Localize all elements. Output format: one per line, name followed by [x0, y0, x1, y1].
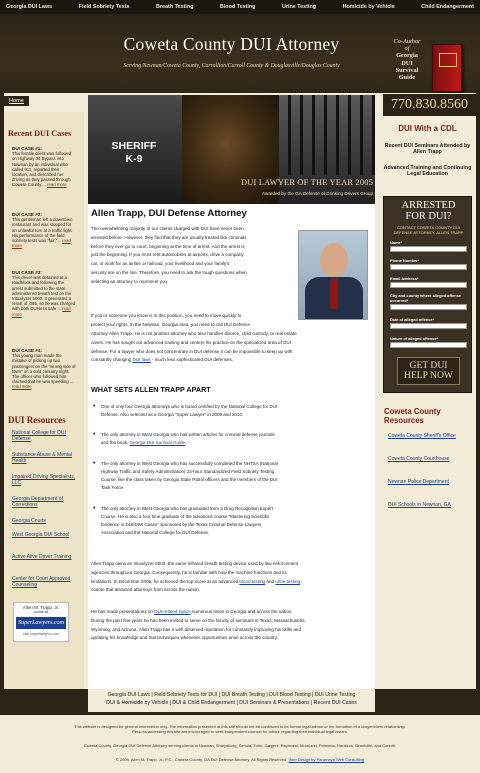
nav-field-sobriety-tests[interactable]: Field Sobriety Tests [78, 4, 130, 10]
home-link[interactable]: Home [4, 96, 29, 106]
book-cover-image[interactable] [432, 44, 462, 92]
nature-label: Nature of alleged offense* [390, 336, 438, 341]
seminars-link[interactable]: Recent DUI Seminars Attended by Allen Trapp [384, 143, 471, 156]
dui-resources-heading: DUI Resources [8, 415, 66, 425]
super-lawyers-badge[interactable]: Allen M. Trapp, Jr. online at SuperLawyers.com visit superlawyers.com [13, 602, 69, 642]
read-more-link[interactable]: read more [47, 182, 67, 188]
attorney-portrait [298, 230, 368, 320]
read-more-link[interactable]: read more [12, 238, 71, 249]
fourth-paragraph: He has made presentations on DUI-related topics numerous times in Georgia and across the nation. During the past few years he has been invited to serve on the faculty of seminars in Texas, Massachusetts, Wyoming, and Arizona. Allen Trapp has a well deserved reputation for constantly improving his skills and updating his knowledge and trial techniques whenever opportunities arise across the country. [91, 609, 306, 641]
footer-nav [88, 689, 375, 712]
resource-link[interactable]: Substance Abuse & Mental Health [12, 452, 73, 465]
resource-link[interactable]: West Georgia DUI School [12, 532, 70, 538]
case-item: DUI CASE #1: This female client was followed on Highway 34 Bypass into Newnan by an individual who called 911, reported their location, and described her driving as they passed through Coweta County.... read more [12, 146, 72, 188]
section-heading: WHAT SETS ALLEN TRAPP APART [91, 385, 211, 394]
resource-link[interactable]: Georgia Department of Corrections [12, 496, 63, 509]
form-subtitle: CONTACT COWETA COUNTY DUI DEFENSE ATTORNEY, ALLEN TRAPP [393, 225, 464, 235]
web-design-link[interactable]: Web Design by Paramaya Web Consulting [288, 756, 365, 762]
copyright: © 2009, Allen M. Trapp, Jr., P.C., Coweta County, GA DUI Defense Attorney. All Rights Reserved. Web Design by Paramaya Web Consulting [115, 756, 365, 762]
courthouse-link[interactable]: Coweta County Courthouse [388, 456, 450, 462]
coauthor-label: Co-Author of Georgia DUI Survival Guide [393, 38, 421, 82]
second-paragraph-bottom: Attorney Allen Trapp. He is not another attorney who also handles divorce, child custody, or real estate cases. He has sought out advanced training and centers his practice on the specialized area of DUI defense. For a lawyer who does not concentrate in DUI defense it can be impossible to keep up with constantly changing DUI laws - much less sophisticated DUI defenses. [91, 331, 297, 363]
blood-testing-link[interactable]: blood testing [239, 578, 266, 584]
submit-button[interactable]: GET DUI HELP NOW [397, 357, 460, 385]
site-header [0, 14, 480, 93]
read-more-link[interactable]: read more [12, 306, 71, 317]
resource-link[interactable]: Georgia Courts [12, 518, 46, 524]
cdl-heading[interactable]: DUI With a CDL [398, 124, 457, 133]
resource-link[interactable]: National College for DUI Defense [12, 430, 66, 443]
award-subtitle: Awarded by the GA Defense of Drinking Drivers Group [262, 191, 373, 196]
top-nav [0, 0, 480, 14]
disclaimer-line-2: Persons accessing this site are encouraged to seek independent counsel for advice regarding their individual legal issues. [132, 729, 348, 735]
dui-laws-link[interactable]: DUI laws [132, 357, 151, 363]
bullet-item: • The only attorney in West Georgia who has written articles for criminal defense journals and the book, Georgia DUI Survival Guide [101, 431, 349, 447]
nature-field[interactable] [390, 342, 467, 348]
site-title[interactable]: Coweta County DUI Attorney [123, 34, 340, 54]
read-more-link[interactable]: read more [12, 384, 32, 390]
urine-testing-link[interactable]: urine testing [275, 578, 301, 584]
case-item: DUI CASE #4: This young man made the mistake of picking up two passengers on the "wrong side of town" on a cold January night. The officer who followed him claimed that he was speeding ... read more [12, 348, 76, 390]
city-county-label: City and county where alleged offense occurred* [390, 293, 461, 303]
intro-paragraph: The overwhelming majority of our clients charged with DUI have never been arrested before. However, they find that they are usually treated like criminals before they ever go to court, beginning at the time of arrest. And the arrest is just the beginning. If you must rent automobiles at airports, drive a company car, or work for an airline or railroad, your livelihood and your family's security are on the line. Therefore, you need to ask the tough questions when selecting an attorney to represent you. [91, 226, 247, 284]
date-label: Date of alleged offense* [390, 317, 435, 322]
nav-child-endangerment[interactable]: Child Endangerment [421, 4, 474, 10]
phone-field[interactable] [390, 264, 467, 270]
sheriff-office-link[interactable]: Coweta County Sheriff's Office [388, 433, 456, 439]
dui-schools-link[interactable]: DUI Schools in Newnan, GA [388, 502, 451, 508]
nav-georgia-dui-laws[interactable]: Georgia DUI Laws [6, 4, 53, 10]
phone-number: 770.830.8560 [383, 94, 476, 116]
email-label: Email Address* [390, 276, 419, 281]
contact-form [383, 196, 472, 393]
footer-nav-line-1[interactable]: Georgia DUI Laws | Field Sobriety Tests for DUI | DUI Breath Testing | DUI Blood Testing | DUI Urine Testing [107, 692, 356, 698]
disclaimer-line-1: This website is designed for general information only. The information presented at this site should not be construed to be formal legal advice or the formation of a lawyer/client relationship. [74, 724, 406, 729]
bullet-item: • The only attorney in West Georgia who has graduated from a Drug Recognition Expert Course. He is also a four time graduate of the advanced course "Mastering Scientific Evidence in DUI/DWI Cases" sponsored by the Texas Criminal Defense Lawyers Association and the National College for DUI Defense. [101, 505, 349, 537]
site-footer [0, 712, 480, 773]
nav-blood-testing[interactable]: Blood Testing [219, 4, 256, 10]
award-title: DUI LAWYER OF THE YEAR 2005 [241, 178, 373, 187]
resource-link[interactable]: Impaired Driving Specialists, LLC [12, 474, 76, 487]
name-field[interactable] [390, 246, 467, 252]
resource-link[interactable]: Center for Court Approved Counseling [12, 576, 71, 589]
phone-label: Phone Number* [390, 258, 420, 263]
site-tagline: Serving Newnan/Coweta County, Carrollton/Carroll County & Douglasville/Douglas County [123, 63, 340, 69]
case-item: DUI CASE #3: This driver was detained at a roadblock and following the arrest submitted to the state administered breath test on the Intoxilyzer 5000. It generated a result of .085, so he was charged with both DUI-less safe ... read more [12, 270, 76, 317]
survival-guide-link[interactable]: Georgia DUI Survival Guide [129, 439, 186, 445]
coweta-resources-heading: Coweta County Resources [384, 407, 441, 425]
date-field[interactable] [390, 323, 467, 329]
nav-breath-testing[interactable]: Breath Testing [156, 4, 194, 10]
super-lawyers-logo: SuperLawyers.com [16, 617, 66, 629]
nav-urine-testing[interactable]: Urine Testing [281, 4, 317, 10]
recent-cases-heading: Recent DUI Cases [8, 129, 72, 138]
service-areas: Coweta County, Georgia DUI Defense Attorney serving clients in Newnan, Sharpsburg, Senoia, Turin, Sargent, Raymond, Moreland, Palmetto, Haralson, Grantville, and Corinth. [83, 743, 397, 749]
city-county-field[interactable] [390, 304, 467, 310]
bullet-item: • One of only four Georgia attorneys who is board certified by the National College for DUI Defense. Also selected as a Georgia "Super Lawyer" in 2009 and 2010. [101, 403, 349, 419]
bullet-item: • The only attorney in West Georgia who has successfully completed the NHTSA (National Highway Traffic and Safety Administration) 24-hour Standardized Field Sobriety Testing Course, like the class taken by Georgia State Patrol officers and the members of the DUI Task Force. [101, 460, 349, 492]
dui-topics-link[interactable]: DUI-related topics [154, 609, 191, 614]
nav-homicide-by-vehicle[interactable]: Homicide by Vehicle [342, 4, 395, 10]
third-paragraph: Allen Trapp owns an Intoxilyzer 5000, the same infrared breath testing device used by law enforcement agencies throughout Georgia. Consequently, he is familiar with how the machine functions and its limitations. In December 2008, he achieved the top score at an advanced blood testing and urine testing course that attracted attorneys from across the nation. [91, 561, 301, 593]
hero-banner [88, 95, 375, 204]
police-department-link[interactable]: Newnan Police Department [388, 479, 449, 485]
resource-link[interactable]: Active Alive Driver Training [12, 554, 72, 560]
form-title: ARRESTED FOR DUI? [401, 200, 456, 222]
footer-nav-line-2[interactable]: DUI & Homicide by Vehicle | DUI & Child Endangerment | DUI Seminars & Presentations | Recent DUI Cases [106, 699, 357, 706]
page-title: Allen Trapp, DUI Defense Attorney [91, 208, 247, 219]
police-dog-photo [182, 95, 279, 204]
name-label: Name* [390, 240, 403, 245]
second-paragraph-top: If you or someone you know is in this position, you need to move quickly to protect your rights. In the Newnan, Georgia area, you need to call DUI Defense [91, 313, 250, 327]
email-field[interactable] [390, 282, 467, 288]
sheriff-k9-photo: SHERIFF K-9 [88, 95, 182, 204]
training-link[interactable]: Advanced Training and Continuing Legal Education [383, 165, 472, 178]
case-item: DUI CASE #2: This gentleman left a downtown restaurant and was stopped for an unlawful turn at a traffic light. His performance of the field sobriety tests was "fair,"... read more [12, 212, 73, 249]
